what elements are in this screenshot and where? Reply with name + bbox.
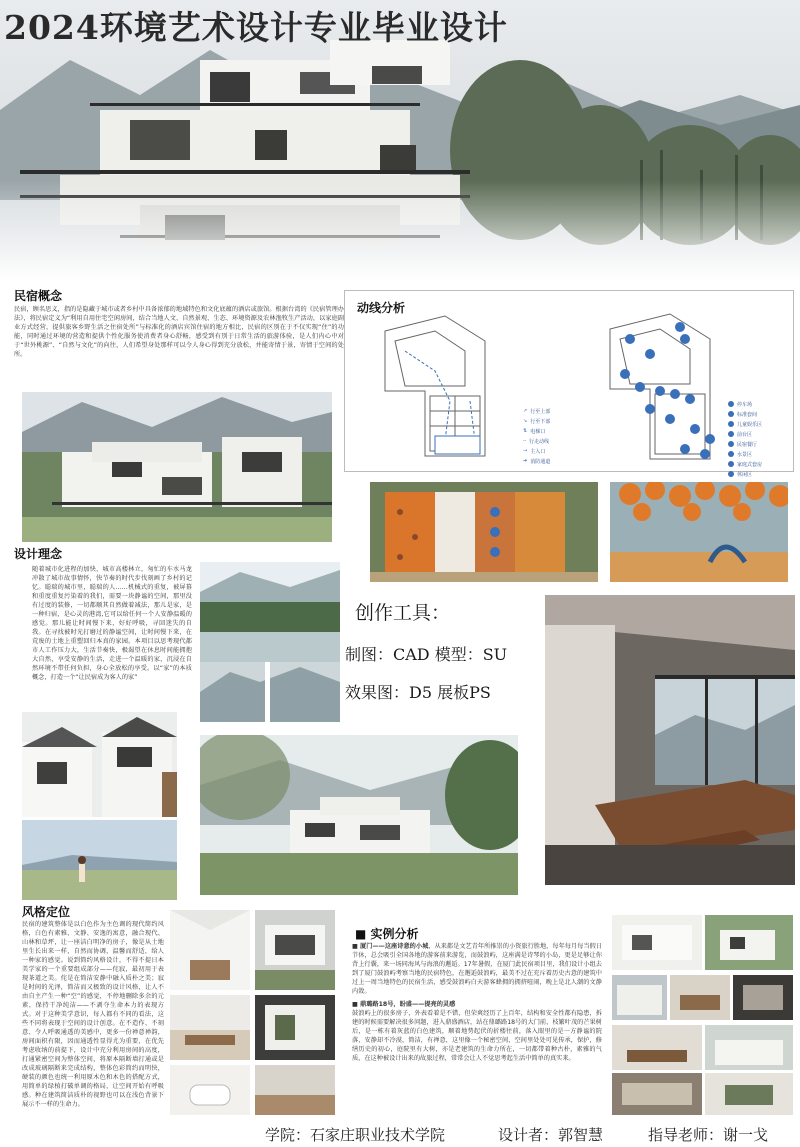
idea-person-photo [22,820,177,900]
footer-school: 学院：石家庄职业技术学院 [265,1126,446,1144]
legend-item: ╌ 行走动线 [523,438,550,445]
marker-2-icon [728,411,734,417]
play-wall-photo [370,482,598,582]
case-photo-2 [705,915,793,970]
concept-photo [22,392,332,542]
tools-line-render: 效果图：D5 展板PS [345,683,491,702]
case-item-1-title: 厦门——这座诗意的小城 [360,943,429,950]
marker-7-icon [728,461,734,467]
concept-heading: 民宿概念 [14,289,63,303]
case-photo-9 [705,1073,793,1115]
legend-item: 标准套间 [728,409,762,419]
marker-1-icon [728,401,734,407]
legend-item: ↗ 行至上部 [523,408,551,415]
legend-item: 停车场 [728,399,762,409]
idea-landscape-photo [200,562,340,722]
style-photo-2 [255,910,335,990]
case-heading: ■ 实例分析 [355,927,419,941]
legend-item: ⇅ 电梯口 [523,428,546,435]
case-photo-8 [612,1073,702,1115]
dashed-line-icon: ╌ [523,438,527,444]
case-photo-5 [733,975,793,1020]
style-photo-6 [255,1065,335,1115]
main-render-photo [200,735,518,895]
legend-item: 水景区 [728,449,762,459]
fire-route-icon: ➔ [523,458,528,464]
case-item-1-text: 从来都是文艺青年所推崇的小资旅行胜地，每年每月每当假日节休，总会吸引全国各地的游客前来游览，而鼓浪屿，这座满是诗琴的小岛，更是足够让你背上行囊，来一场同海风与海浪的邂逅。17年暑假，在厦门此民宿项目里，我们设计小组去到了厦门鼓浪屿考察当地的民宿特色，在邂逅鼓浪屿，最美不过在充斥着历史古意的建筑中过上一周当地特色的民宿生活，感受鼓浪屿白天游客蜂拥的拥挤喧闹，晚上是北人潮的文静内敛。 [352,943,602,995]
flow-legend-left [523,406,550,466]
legend-item: 家庭式套房 [728,459,762,469]
case-item-2-title: 鼎璐路18号，盼盛——提亮的灵感 [360,1001,456,1008]
style-photo-5 [170,1065,250,1115]
footer [0,1120,800,1147]
case-photo-3 [612,975,667,1020]
legend-item: 休闲区 [728,469,762,479]
elevator-icon: ⇅ [523,428,528,434]
flow-analysis-panel [344,290,794,478]
marker-5-icon [728,441,734,447]
footer-designer: 设计者：郭智慧 [498,1126,604,1144]
arrow-up-icon: ↗ [523,408,528,414]
case-item-2: ■ 鼎璐路18号，盼盛——提亮的灵感 鼓浪屿上的很多房子，外表看着是不错，但荣爽经历了上百年，结构和安全性都有隐患，拆建的时候需要解决很多问题，进入鼎盛酒店，站在鼎璐路18号的大门前，枝繁叶茂的芒果树后，是一栋有着灰蓝的白色建筑，顺着地势起伏的折楼往前，落入眼里的是一方静谧的院落，安静却不冷漠，简洁，有禅意，这里像一个秘密空间，空间里处处可见传承，保护，修缮历史的初心，庭院里有大树，亦是老建筑的生命力所在，一切都带着种古朴，素雅的气质，在这种被设计出来的故旅过程，常常会让人不觉思考起生活中简单的真实来。 [352,1001,602,1062]
legend-item: 儿童娱乐区 [728,419,762,429]
flow-heading: 动线分析 [357,301,406,315]
legend-item: ↘ 行至下部 [523,418,551,425]
marker-8-icon [728,471,734,477]
hero-banner [0,0,800,280]
interior-render-photo [545,595,795,885]
case-photo-6 [612,1025,702,1070]
tools-heading: 创作工具： [355,602,451,624]
marker-3-icon [728,421,734,427]
page-title: 2024环境艺术设计专业毕业设计 [4,8,508,47]
legend-item: → 主入口 [523,448,546,455]
legend-item: 民宿餐厅 [728,439,762,449]
style-photo-4 [255,995,335,1060]
style-photo-1 [170,910,250,990]
marker-4-icon [728,431,734,437]
flow-legend-right [728,399,762,479]
case-photo-1 [612,915,702,970]
idea-heading: 设计理念 [14,547,63,561]
footer-advisor: 指导老师：谢一戈 [648,1126,769,1144]
arrow-down-icon: ↘ [523,418,528,424]
case-item-2-text: 鼓浪屿上的很多房子，外表看着是不错，但荣爽经历了上百年，结构和安全性都有隐患，拆建的时候需要解决很多问题，进入鼎盛酒店，站在鼎璐路18号的大门前，枝繁叶茂的芒果树后，是一栋有着灰蓝的白色建筑，顺着地势起伏的折楼往前，落入眼里的是一方静谧的院落，安静却不冷漠，简洁，有禅意，这里像一个秘密空间，空间里处处可见传承，保护，修缮历史的初心，庭院里有大树，亦是老建筑的生命力所在，一切都带着种古朴，素雅的气质，在这种被设计出来的故旅过程，常常会让人不觉思考起生活中简单的真实来。 [352,1010,602,1062]
flow-plan-left [375,311,535,461]
style-heading: 风格定位 [22,905,71,919]
style-text: 民宿的建筑整体是以白色作为主色调的现代简约风格，白色有素雅、文静、安逸的寓意，融合现代、山林和草坪，让一座洁白明净的房子，像是从土地里生长出来一样，自然而协调，温馨而舒适，给人一种家的感觉。说到简约风格设计，不得不提日本美学家的一个重要组成部分——侘寂，最初用于表现茶道之美。侘是在简洁安静中融入质朴之美；寂是时间的光泽，简洁而又极致的设计风格，让人不由自主产生一种“空”的感觉，不停地删除多余的元素，保持干净纯洁——不剥夺生命本力的表现方式。对于这种美学意识，每人都有不同的看法，这些不同将表现于空间的设计创意。在不造作、不刻意、令人呼吸通透的美感中，更多一份禅意禅韵，房间面积有限，因而通透性显得尤为重要，在优先考虑收纳的前提下，设计中充分利用房间的高度，打通紧密空间为整体空间，将原本隔断墙打通或是改成玻璃隔断来完成结构，整体色彩简约而明快，硬装的颜色也统一利用原木色和木色的搭配方式，用简单的绿植打破单调的格局，让空间开始有呼吸感。种在建筑简洁质朴的视野也可以在浅色背景下展示不一样的生命力。 [22,921,164,1108]
legend-item: ➔ 消防通道 [523,458,551,465]
case-body [352,942,602,1112]
case-photo-4 [670,975,730,1020]
marker-6-icon [728,451,734,457]
style-photo-3 [170,995,250,1060]
idea-house-photo [22,712,177,817]
idea-text: 随着城市化进程的加快，城市高楼林立，匆忙的车水马龙冲散了城市故事情怀，快节奏的时代步伐刻画了乡村的记忆。聪瑞的城市里，聪瑞的人……机械式的重复，被屏幕和重度重复污染着的我们，需要一块静谧的空间，那里没有过度的装修，一切都顺其自然做着减法，那儿是家，是一种归宿，是心灵的港湾,它可以给任何一个人安静温暖的感觉。那儿能让时间慢下来，好好呼吸，寻回迷失的自我。在寻找被时光打磨过的静谧空间，让时间慢下来，在荒废的土地上重塑回归本真的家园。本项目以思考现代都市人工作压力大，生活节奏快，极渴望在休息时间能拥抱大自然，享受安静的生活，走进一个温暖的家，沉浸在自然环境不带任何负担，身心全放松的享受。以“家”的本质概念，打造一个“让民宿成为客人的家” [32,566,192,681]
flow-plan-right [600,309,730,467]
concept-text: 民宿，顾名思义，指的是隐藏于城市或者乡村中具备浓郁的地域特色和文化底蕴的酒店或旅馆。根据台湾的《民宿管理办法》，将民宿定义为“利用自用住宅空闲房间，结合当地人文、自然景观、生态、环境资源及农林渔牧生产活动，以家庭副业方式经营，提供旅客乡野生活之住宿处所”与标准化的酒店宾馆住宿的地方相比，民宿的区别在于不仅实现“住”的功能，同时通过环境的营造和提供个性化服务使消费者身心舒畅，感受到有别于日常生活的旅游体验，是人们内心中对于“世外桃源”、“自然与文化”的向往，人们希望身处那样可以令人身心得到充分放松，并能寄情于景，寄情于空间的处所。 [14,306,344,358]
tools-line-drawing: 制图：CAD 模型：SU [345,645,508,664]
case-photo-7 [705,1025,793,1070]
legend-item: 前台区 [728,429,762,439]
entrance-arrow-icon: → [523,448,528,454]
playground-canopy-photo [610,482,788,582]
case-item-1: ■ 厦门——这座诗意的小城，从来都是文艺青年所推崇的小资旅行胜地，每年每月每当假日节休，总会吸引全国各地的游客前来游览，而鼓浪屿，这座满是诗琴的小岛，更是足够让你背上行囊，来一场同海风与海浪的邂逅。17年暑假，在厦门此民宿项目里，我们设计小组去到了厦门鼓浪屿考察当地的民宿特色，在邂逅鼓浪屿，最美不过在充斥着历史古意的建筑中过上一周当地特色的民宿生活，感受鼓浪屿白天游客蜂拥的拥挤喧闹，晚上是北人潮的文静内敛。 [352,943,602,995]
